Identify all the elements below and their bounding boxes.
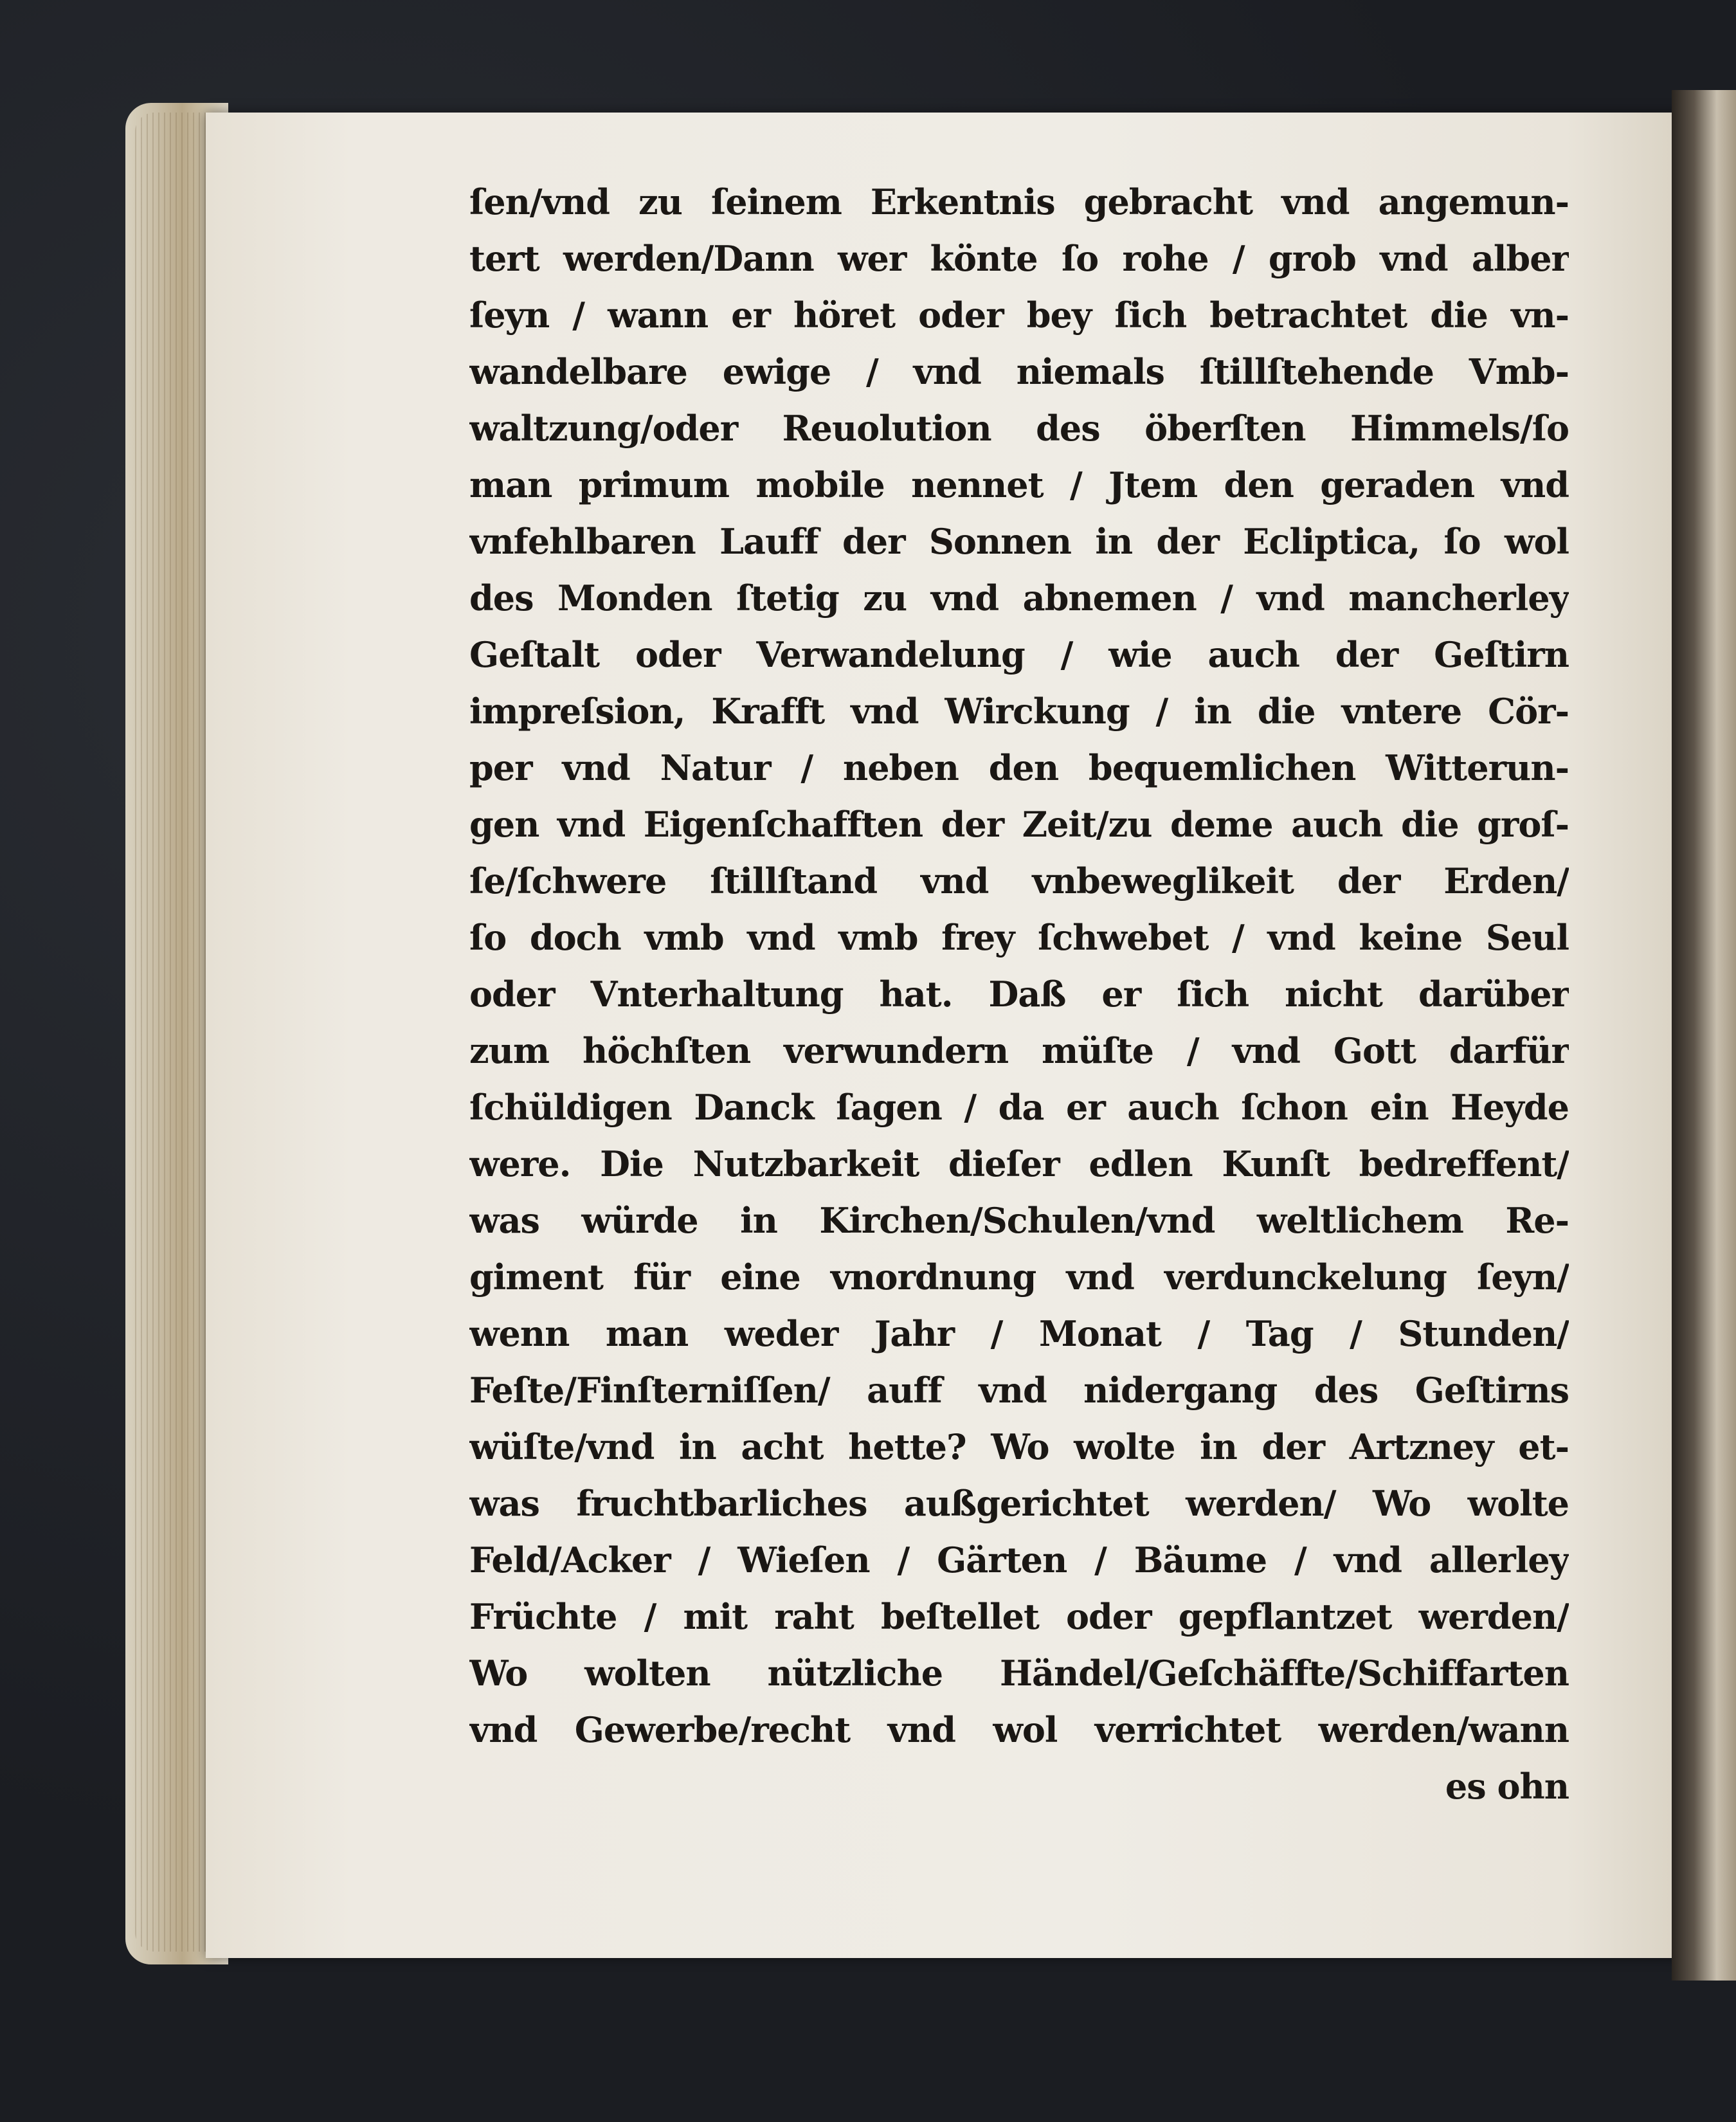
text-line: was würde in Kirchen/Schulen/vnd weltlichem Re- [469, 1200, 1569, 1241]
text-line: waltzung/oder Reuolution des öberſten Himmels/ſo [469, 408, 1569, 449]
text-line: oder Vnterhaltung hat. Daß er ſich nicht darüber [469, 974, 1569, 1015]
text-line: per vnd Natur / neben den bequemlichen Witterun- [469, 747, 1569, 788]
text-line: ſe/ſchwere ſtillſtand vnd vnbeweglikeit der Erden/ [469, 860, 1569, 902]
text-line: Geſtalt oder Verwandelung / wie auch der Geſtirn [469, 634, 1569, 675]
page-text-block [469, 174, 1569, 1845]
text-line: Feſte/Finſterniſſen/ auff vnd nidergang des Geſtirns [469, 1370, 1569, 1411]
text-line: wüſte/vnd in acht hette? Wo wolte in der Artzney et- [469, 1426, 1569, 1467]
text-line: ſeyn / wann er höret oder bey ſich betrachtet die vn- [469, 295, 1569, 336]
text-line: Früchte / mit raht beſtellet oder gepflantzet werden/ [469, 1596, 1569, 1637]
text-line: wandelbare ewige / vnd niemals ſtillſtehende Vmb- [469, 351, 1569, 392]
text-line: ſen/vnd zu ſeinem Erkentnis gebracht vnd angemun- [469, 181, 1569, 222]
text-line: man primum mobile nennet / Jtem den geraden vnd [469, 464, 1569, 505]
text-line: ſchüldigen Danck ſagen / da er auch ſchon ein Heyde [469, 1087, 1569, 1128]
text-line: Feld/Acker / Wieſen / Gärten / Bäume / vnd allerley [469, 1539, 1569, 1581]
text-line: were. Die Nutzbarkeit dieſer edlen Kunſt bedreffent/ [469, 1143, 1569, 1184]
text-line: ſo doch vmb vnd vmb frey ſchwebet / vnd keine Seul [469, 917, 1569, 958]
text-line: zum höchſten verwundern müſte / vnd Gott darfür [469, 1030, 1569, 1071]
text-line: tert werden/Dann wer könte ſo rohe / grob vnd alber [469, 238, 1569, 279]
text-line: vnd Gewerbe/recht vnd wol verrichtet werden/wann [469, 1709, 1569, 1750]
text-line: was fruchtbarliches außgerichtet werden/ Wo wolte [469, 1483, 1569, 1524]
text-line: wenn man weder Jahr / Monat / Tag / Stunden/ [469, 1313, 1569, 1354]
text-line: des Monden ſtetig zu vnd abnemen / vnd mancherley [469, 577, 1569, 619]
book-gutter [1672, 90, 1736, 1981]
text-line: Wo wolten nützliche Händel/Geſchäffte/Schiffarten [469, 1653, 1569, 1694]
text-line: impreſsion, Krafft vnd Wirckung / in die vntere Cör- [469, 691, 1569, 732]
text-line: giment für eine vnordnung vnd verdunckelung ſeyn/ [469, 1256, 1569, 1298]
catchword: es ohn [1445, 1766, 1569, 1807]
text-line: gen vnd Eigenſchafften der Zeit/zu deme auch die groſ- [469, 804, 1569, 845]
text-line: vnfehlbaren Lauff der Sonnen in der Ecliptica, ſo wol [469, 521, 1569, 562]
